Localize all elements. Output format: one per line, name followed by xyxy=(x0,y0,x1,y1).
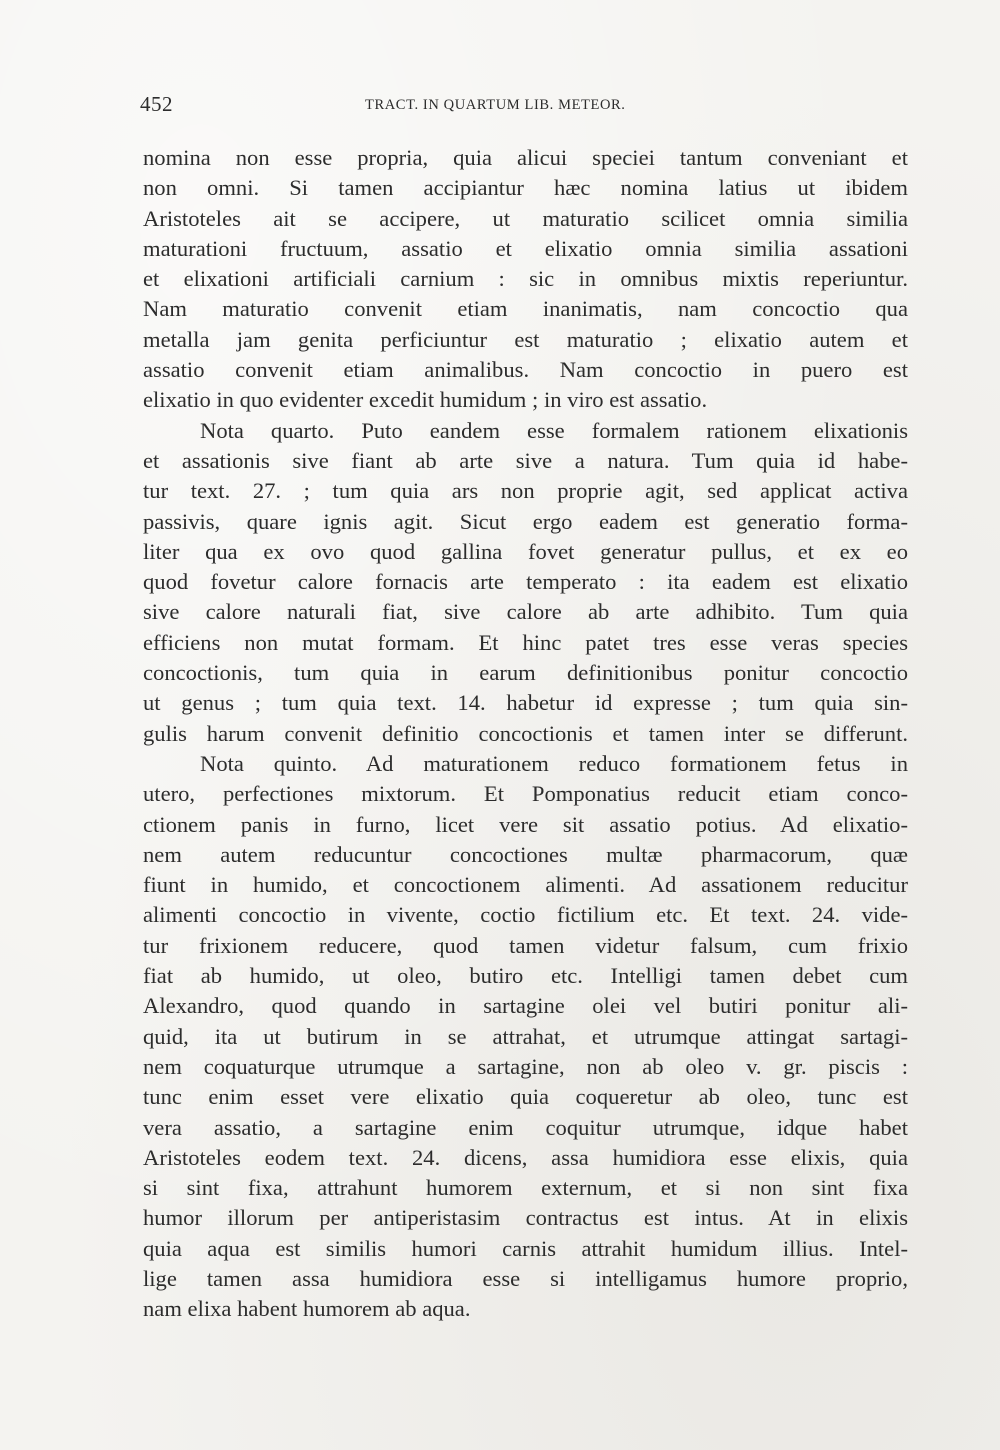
text-line: quod fovetur calore fornacis arte temperato : ita eadem est elixatio xyxy=(143,569,908,595)
text-line: tur frixionem reducere, quod tamen videtur falsum, cum frixio xyxy=(143,932,908,958)
text-line: lige tamen assa humidiora esse si intelligamus humore proprio, xyxy=(143,1265,908,1291)
text-line: quia aqua est similis humori carnis attrahit humidum illius. Intel- xyxy=(143,1235,908,1261)
text-line: Alexandro, quod quando in sartagine olei vel butiri ponitur ali- xyxy=(143,993,908,1019)
text-line: nomina non esse propria, quia alicui speciei tantum conveniant et xyxy=(143,145,908,170)
text-line: efficiens non mutat formam. Et hinc patet tres esse veras species xyxy=(143,629,908,655)
text-line: metalla jam genita perficiuntur est maturatio ; elixatio autem et xyxy=(143,326,908,352)
text-line: passivis, quare ignis agit. Sicut ergo eadem est generatio forma- xyxy=(143,508,908,534)
text-line: ctionem panis in furno, licet vere sit assatio potius. Ad elixatio- xyxy=(143,811,908,837)
text-line: Nota quarto. Puto eandem esse formalem rationem elixationis xyxy=(200,417,908,443)
text-line: maturationi fructuum, assatio et elixatio omnia similia assationi xyxy=(143,235,908,261)
text-line: tunc enim esset vere elixatio quia coqueretur ab oleo, tunc est xyxy=(143,1084,908,1110)
text-line: concoctionis, tum quia in earum definitionibus ponitur concoctio xyxy=(143,660,908,686)
text-line: fiat ab humido, ut oleo, butiro etc. Intelligi tamen debet cum xyxy=(143,963,908,989)
text-line: Aristoteles eodem text. 24. dicens, assa humidiora esse elixis, quia xyxy=(143,1144,908,1170)
text-line: sive calore naturali fiat, sive calore ab arte adhibito. Tum quia xyxy=(143,599,908,625)
text-line: nam elixa habent humorem ab aqua. xyxy=(143,1296,471,1322)
text-line: et assationis sive fiant ab arte sive a natura. Tum quia id habe- xyxy=(143,447,908,473)
text-line: quid, ita ut butirum in se attrahat, et utrumque attingat sartagi- xyxy=(143,1023,908,1049)
text-line: gulis harum convenit definitio concoctionis et tamen inter se differunt. xyxy=(143,720,908,746)
text-line: nem coquaturque utrumque a sartagine, non ab oleo v. gr. piscis : xyxy=(143,1053,908,1079)
page-header xyxy=(140,92,910,122)
text-line: tur text. 27. ; tum quia ars non proprie agit, sed applicat activa xyxy=(143,478,908,504)
body-text xyxy=(143,143,908,1325)
text-line: Nam maturatio convenit etiam inanimatis, nam concoctio qua xyxy=(143,296,908,322)
text-line: liter qua ex ovo quod gallina fovet generatur pullus, et ex eo xyxy=(143,538,908,564)
text-line: humor illorum per antiperistasim contractus est intus. At in elixis xyxy=(143,1205,908,1231)
text-line: assatio convenit etiam animalibus. Nam concoctio in puero est xyxy=(143,357,908,383)
page-number: 452 xyxy=(140,92,173,116)
text-line: nem autem reducuntur concoctiones multæ pharmacorum, quæ xyxy=(143,841,908,867)
text-line: fiunt in humido, et concoctionem alimenti. Ad assationem reducitur xyxy=(143,872,908,898)
text-line: Nota quinto. Ad maturationem reduco formationem fetus in xyxy=(200,750,908,776)
text-line: vera assatio, a sartagine enim coquitur utrumque, idque habet xyxy=(143,1114,908,1140)
running-head: TRACT. IN QUARTUM LIB. METEOR. xyxy=(365,97,626,113)
text-line: alimenti concoctio in vivente, coctio fictilium etc. Et text. 24. vide- xyxy=(143,902,908,928)
text-line: Aristoteles ait se accipere, ut maturatio scilicet omnia similia xyxy=(143,205,908,231)
text-line: elixatio in quo evidenter excedit humidum ; in viro est assatio. xyxy=(143,387,708,413)
text-line: utero, perfectiones mixtorum. Et Pomponatius reducit etiam conco- xyxy=(143,781,908,807)
text-line: non omni. Si tamen accipiantur hæc nomina latius ut ibidem xyxy=(143,175,908,201)
text-line: et elixationi artificiali carnium : sic in omnibus mixtis reperiuntur. xyxy=(143,266,908,292)
text-line: si sint fixa, attrahunt humorem externum, et si non sint fixa xyxy=(143,1175,908,1201)
text-line: ut genus ; tum quia text. 14. habetur id expresse ; tum quia sin- xyxy=(143,690,908,716)
